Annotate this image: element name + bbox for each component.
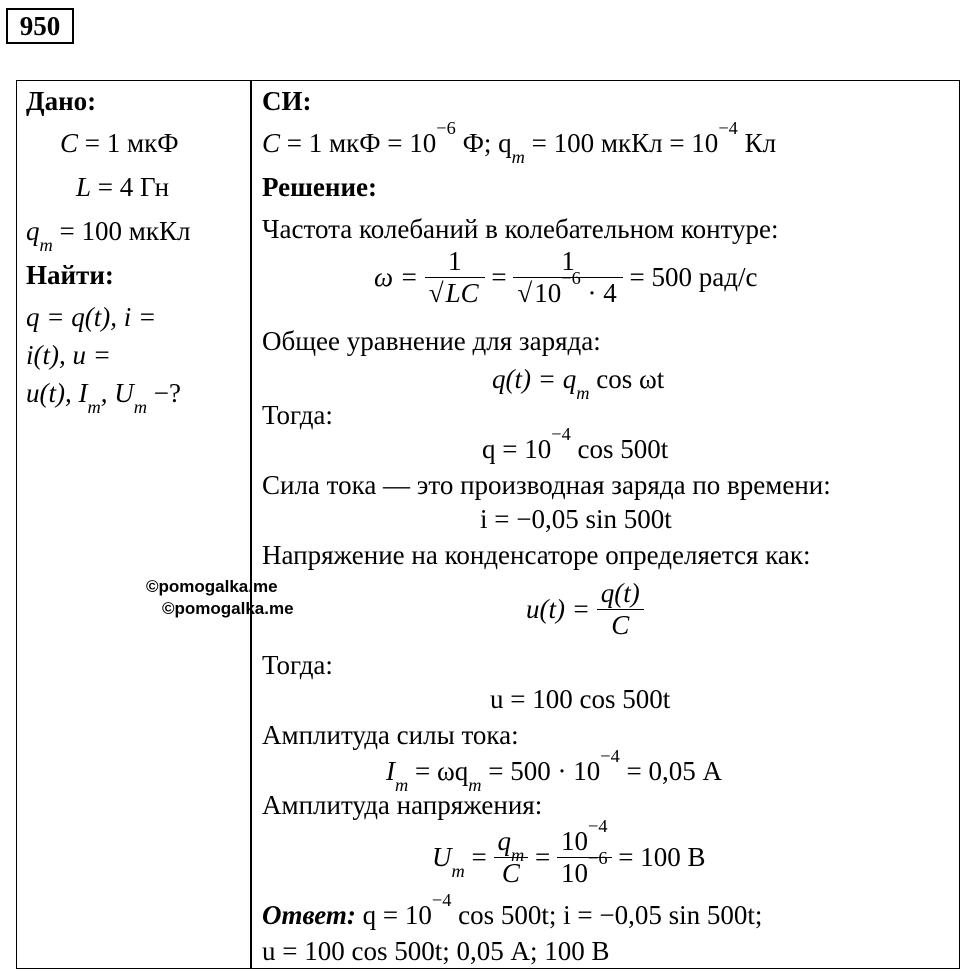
given-charge-amplitude: $q_m = 100$ мкКл xyxy=(26,216,191,255)
q-equation: $q = 10^{-4}$ cos 500t xyxy=(482,423,669,464)
i-equation: i = −0,05 sin 500t xyxy=(480,504,672,534)
omega-fraction-1: $\frac{1}{√LC}$ xyxy=(425,246,485,309)
charge-equation: $q(t) = q_m$ cos ωt xyxy=(492,364,665,403)
given-capacitance: C = 1 мкФ xyxy=(60,128,179,158)
Um-fraction-2: $\frac{10^{-4}}{10^{-6}}$ xyxy=(557,826,612,889)
si-header: СИ: xyxy=(262,86,312,116)
solution-header: Решение: xyxy=(262,172,377,202)
column-divider xyxy=(250,80,252,969)
find-line-1: q = q(t), i = xyxy=(26,302,157,332)
u-formula: u(t) = $\frac{q(t)}{C}$ xyxy=(526,578,644,641)
watermark-1: ©pomogalka.me xyxy=(146,577,278,596)
given-inductance: L = 4 Гн xyxy=(76,172,170,202)
text-current-amplitude: Амплитуда силы тока: xyxy=(262,720,519,750)
text-charge-general: Общее уравнение для заряда: xyxy=(262,326,601,356)
text-then-2: Тогда: xyxy=(262,650,333,680)
find-line-3: u(t), $I_m$, $U_m$ −? xyxy=(26,378,181,417)
u-equation: u = 100 cos 500t xyxy=(490,684,671,714)
watermark-2: ©pomogalka.me xyxy=(162,599,294,618)
problem-number: 950 xyxy=(6,8,74,44)
find-line-2: i(t), u = xyxy=(26,340,111,370)
text-then-1: Тогда: xyxy=(262,400,333,430)
answer-line-2: u = 100 cos 500t; 0,05 А; 100 В xyxy=(262,936,610,966)
given-header: Дано: xyxy=(26,86,97,116)
text-current: Сила тока — это производная заряда по времени: xyxy=(262,470,831,500)
text-voltage-amplitude: Амплитуда напряжения: xyxy=(262,790,543,820)
u-fraction: $\frac{q(t)}{C}$ xyxy=(597,578,644,641)
omega-fraction-2: $\frac{1}{√10^{-6} \cdot 4}$ xyxy=(513,246,622,309)
text-frequency: Частота колебаний в колебательном контуре: xyxy=(262,214,779,244)
find-header: Найти: xyxy=(26,260,114,290)
Um-formula: $U_m$ = $\frac{q_m}{C}$ = $\frac{10^{-4}}{10^{-6}}$ = 100 В xyxy=(432,815,706,889)
si-conversion: C = 1 мкФ = $10^{-6}$ Ф; $q_m = 100$ мкКл = $10^{-4}$ Кл xyxy=(262,117,777,167)
Um-fraction-1: $\frac{q_m}{C}$ xyxy=(494,826,529,889)
omega-formula: ω = $\frac{1}{√LC}$ = $\frac{1}{√10^{-6} \cdot 4}$ = 500 рад/с xyxy=(374,246,758,309)
text-voltage: Напряжение на конденсаторе определяется как: xyxy=(262,540,811,570)
answer-line-1: Ответ: $q = 10^{-4}$ cos 500t; i = −0,05 sin 500t; xyxy=(262,889,763,930)
Im-equation: $I_m = \omega q_m = 500 \cdot 10^{-4} = 0,05$ А xyxy=(386,745,723,795)
